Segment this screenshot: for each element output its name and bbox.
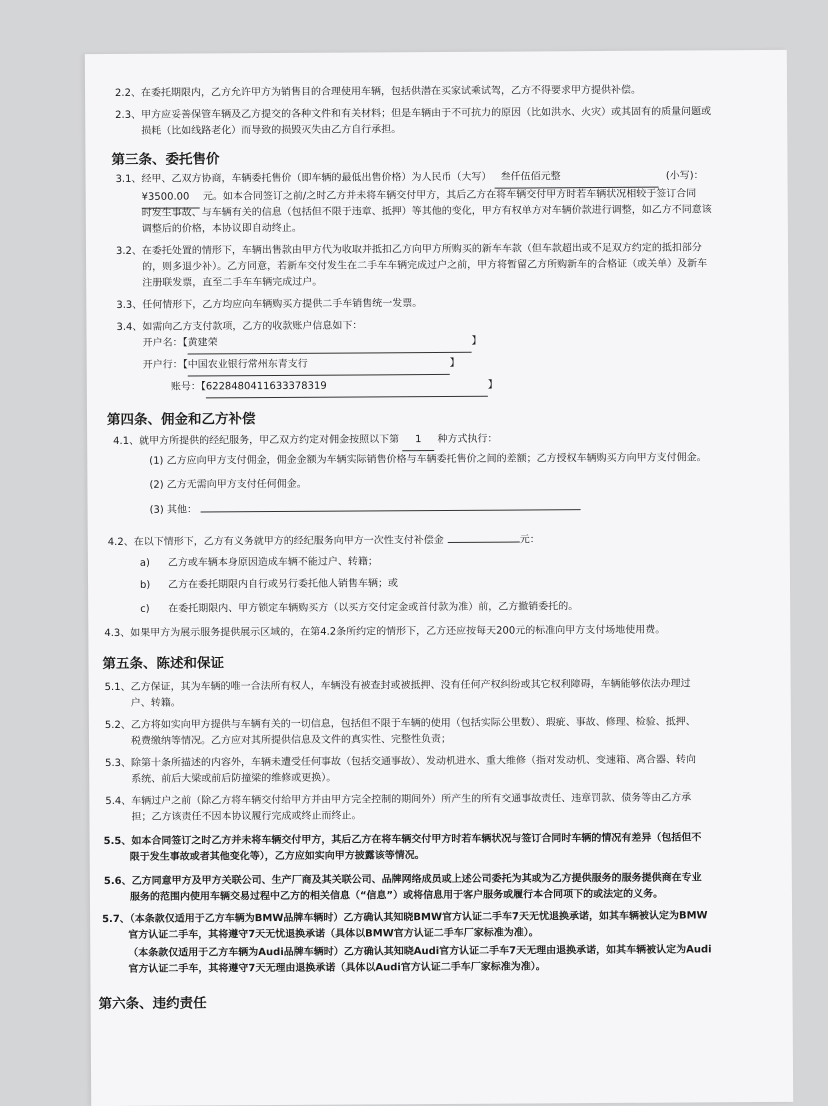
- account-bank: 中国农业银行常州东青支行: [188, 354, 450, 377]
- clause-3-1-line2: ¥3500.00 元。如本合同签订之前/之时乙方并未将车辆交付甲方，其后乙方在将车辆交付甲方时若车辆状况相较于签订合同: [142, 184, 697, 208]
- clause-5-7-line4: 官方认证二手车，其将遵守7天无理由退换承诺（具体以Audi官方认证二手车厂家标准为准）。: [128, 961, 546, 975]
- clause-2-3-line1: 2.3、甲方应妥善保管车辆及乙方提交的各种文件和有关材料；但是车辆由于不可抗力的原因（比如洪水、火灾）或其固有的质量问题或: [115, 106, 712, 121]
- clause-5-7-line3: （本条款仅适用于乙方车辆为Audi品牌车辆时）乙方确认其知晓Audi官方认证二手车7天无理由退换承诺，如其车辆被认定为Audi: [128, 944, 712, 959]
- price-uppercase: 叁仟伍佰元整: [495, 167, 659, 189]
- clause-5-7-line1: 5.7、（本条款仅适用于乙方车辆为BMW品牌车辆时）乙方确认其知晓BMW官方认证二手车7天无忧退换承诺，如其车辆被认定为BMW: [102, 910, 708, 926]
- contract-page: [85, 50, 793, 1106]
- clause-5-3-line1: 5.3、除第十条所描述的内容外，车辆未遭受任何事故（包括交通事故）、发动机进水、重大维修（指对发动机、变速箱、离合器、转向: [105, 754, 697, 770]
- clause-5-7-line2: 官方认证二手车，其将遵守7天无忧退换承诺（具体以BMW官方认证二手车厂家标准为准）。: [128, 927, 539, 941]
- clause-4-2: 4.2、在以下情形下，乙方有义务就甲方的经纪服务向甲方一次性支付补偿金 元：: [108, 529, 540, 553]
- clause-4-2-b: b) 乙方在委托期限内自行或另行委托他人销售车辆；或: [140, 578, 399, 591]
- clause-3-3: 3.3、任何情形下，乙方均应向车辆购买方提供二手车销售统一发票。: [116, 298, 423, 311]
- article-5-heading: 第五条、陈述和保证: [102, 655, 225, 673]
- clause-3-1-line4: 调整后的价格，本协议即自动终止。: [141, 222, 302, 235]
- clause-4-1-option1: (1) 乙方应向甲方支付佣金，佣金金额为车辆实际销售价格与车辆委托售价之间的差额；乙方授权车辆购买方向甲方支付佣金。: [149, 452, 707, 467]
- clause-5-6-line2: 服务的范围内使用车辆交易过程中乙方的相关信息（“信息”）或将信息用于客户服务或履行本合同项下的或法定的义务。: [129, 888, 664, 903]
- clause-4-1-option3: (3) 其他：: [150, 497, 581, 521]
- clause-3-1-line3: 时发生事故、与车辆有关的信息（包括但不限于违章、抵押）等其他的变化，甲方有权单方对车辆价款进行调整，如乙方不同意该: [141, 204, 712, 219]
- clause-4-1-option2: (2) 乙方无需向甲方支付任何佣金。: [149, 478, 307, 491]
- article-4-heading: 第四条、佣金和乙方补偿: [106, 411, 256, 429]
- clause-4-2-a: a) 乙方或车辆本身原因造成车辆不能过户、转籍；: [139, 556, 378, 569]
- clause-4-3: 4.3、如果甲方为展示服务提供展示区域的，在第4.2条所约定的情形下，乙方还应按每天200元的标准向甲方支付场地使用费。: [104, 624, 666, 640]
- clause-4-2-c: c) 在委托期限内、甲方锁定车辆购买方（以买方交付定金或首付款为准）前，乙方撤销委托的。: [140, 601, 579, 615]
- clause-5-2-line1: 5.2、乙方将如实向甲方提供与车辆有关的一切信息，包括但不限于车辆的使用（包括实际公里数）、瑕疵、事故、修理、检验、抵押、: [104, 716, 696, 732]
- clause-2-2: 2.2、在委托期限内，乙方允许甲方为销售目的合理使用车辆，包括供潜在买家试乘试驾，乙方不得要求甲方提供补偿。: [115, 84, 641, 99]
- clause-5-1-line1: 5.1、乙方保证，其为车辆的唯一合法所有权人，车辆没有被查封或被抵押、没有任何产权纠纷或其它权利障碍，车辆能够依法办理过: [104, 678, 691, 694]
- clause-3-1-line1: 3.1、经甲、乙双方协商，车辆委托售价（即车辆的最低出售价格）为人民币（大写） 叁仟伍佰元整 (小写)：: [116, 166, 704, 191]
- clause-2-3-line2: 损耗（比如线路老化）而导致的损毁灭失由乙方自行承担。: [141, 124, 402, 137]
- clause-3-2-line2: 的，则多退少补）。乙方同意，若新车交付发生在二手车车辆完成过户之前，甲方将暂留乙方所购新车的合格证（或关单）及新车: [142, 258, 708, 273]
- clause-3-4: 3.4、如需向乙方支付款项，乙方的收款账户信息如下：: [116, 320, 363, 333]
- clause-4-1: 4.1、就甲方所提供的经纪服务，甲乙双方约定对佣金按照以下第 1 种方式执行：: [113, 430, 497, 453]
- clause-5-1-line2: 户、转籍。: [130, 697, 181, 709]
- clause-5-6-line1: 5.6、乙方同意甲方及甲方关联公司、生产厂商及其关联公司、品牌网络成员或上述公司委托为其或为乙方提供服务的服务提供商在专业: [103, 872, 702, 888]
- account-number: 6228480411633378319: [206, 376, 488, 399]
- account-number-row: 账号：【6228480411633378319 】: [171, 376, 498, 399]
- account-name-row: 开户名：【黄建荣 】: [143, 332, 482, 355]
- clause-3-2-line1: 3.2、在委托处置的情形下，车辆出售款由甲方代为收取并抵扣乙方向甲方所购买的新车车款（但车款超出或不足双方约定的抵扣部分: [115, 242, 702, 257]
- clause-5-5-line1: 5.5、如本合同签订之时乙方并未将车辆交付甲方，其后乙方在将车辆交付甲方时若车辆状况与签订合同时车辆的情况有差异（包括但不: [103, 832, 702, 848]
- article-6-heading: 第六条、违约责任: [98, 995, 207, 1013]
- article-3-heading: 第三条、委托售价: [111, 151, 220, 168]
- price-amount: ¥3500.00: [142, 187, 200, 208]
- clause-5-2-line2: 税费缴纳等情况。乙方应对其所提供信息及文件的真实性、完整性负责；: [130, 733, 452, 747]
- commission-option: 1: [402, 430, 434, 451]
- account-bank-row: 开户行：【中国农业银行常州东青支行 】: [143, 354, 460, 377]
- clause-5-4-line2: 担；乙方该责任不因本协议履行完成或终止而终止。: [131, 810, 362, 823]
- clause-5-4-line1: 5.4、车辆过户之前（除乙方将车辆交付给甲方并由甲方完全控制的期间外）所产生的所有交通事故责任、违章罚款、债务等由乙方承: [105, 792, 692, 808]
- account-name: 黄建荣: [188, 332, 472, 355]
- clause-5-5-line2: 限于发生事故或者其他变化等），乙方应如实向甲方披露该等情况。: [129, 850, 425, 863]
- clause-3-2-line3: 注册联发票，直至二手车车辆完成过户。: [142, 276, 323, 289]
- clause-5-3-line2: 系统、前后大梁或前后防撞梁的维修或更换）。: [131, 772, 337, 785]
